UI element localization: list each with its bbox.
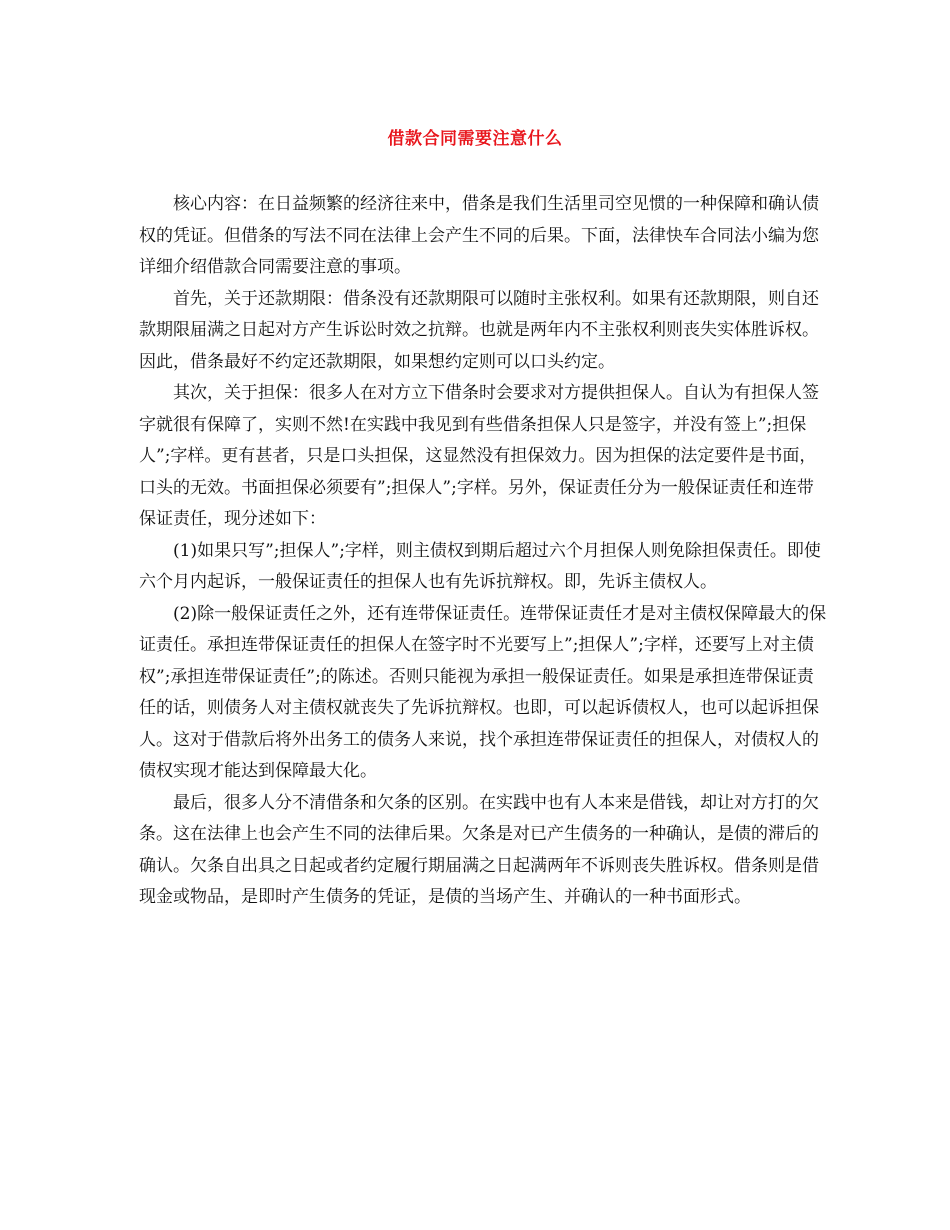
document-title: 借款合同需要注意什么 <box>387 129 563 149</box>
paragraph-repayment-term: 首先，关于还款期限：借条没有还款期限可以随时主张权利。如果有还款期限，则自还款期限届满之日起对方产生诉讼时效之抗辩。也就是两年内不主张权利则丧失实体胜诉权。因此，借条最好不约定还款期限，如果想约定则可以口头约定。 <box>139 288 819 372</box>
paragraph-general-guarantee: (1)如果只写”;担保人”;字样，则主债权到期后超过六个月担保人则免除担保责任。即使六个月内起诉，一般保证责任的担保人也有先诉抗辩权。即，先诉主债权人。 <box>139 540 821 592</box>
paragraph-joint-guarantee: (2)除一般保证责任之外，还有连带保证责任。连带保证责任才是对主债权保障最大的保证责任。承担连带保证责任的担保人在签字时不光要写上”;担保人”;字样，还要写上对主债权”;承担连带保证责任”;的陈述。否则只能视为承担一般保证责任。如果是承担连带保证责任的话，则债务人对主债权就丧失了先诉抗辩权。也即，可以起诉债权人，也可以起诉担保人。这对于借款后将外出务工的债务人来说，找个承担连带保证责任的担保人，对债权人的债权实现才能达到保障最大化。 <box>139 603 827 781</box>
paragraph-guarantee: 其次，关于担保：很多人在对方立下借条时会要求对方提供担保人。自认为有担保人签字就很有保障了，实则不然!在实践中我见到有些借条担保人只是签字，并没有签上”;担保人”;字样。更有甚者，只是口头担保，这显然没有担保效力。因为担保的法定要件是书面，口头的无效。书面担保必须要有”;担保人”;字样。另外，保证责任分为一般保证责任和连带保证责任，现分述如下： <box>139 383 819 529</box>
paragraph-core-content: 核心内容：在日益频繁的经济往来中，借条是我们生活里司空见惯的一种保障和确认债权的凭证。但借条的写法不同在法律上会产生不同的后果。下面，法律快车合同法小编为您详细介绍借款合同需要注意的事项。 <box>139 194 819 277</box>
document-body <box>139 189 829 914</box>
paragraph-iou-difference: 最后，很多人分不清借条和欠条的区别。在实践中也有人本来是借钱，却让对方打的欠条。这在法律上也会产生不同的法律后果。欠条是对已产生债务的一种确认，是债的滞后的确认。欠条自出具之日起或者约定履行期届满之日起满两年不诉则丧失胜诉权。借条则是借现金或物品，是即时产生债务的凭证，是债的当场产生、并确认的一种书面形式。 <box>139 792 819 907</box>
